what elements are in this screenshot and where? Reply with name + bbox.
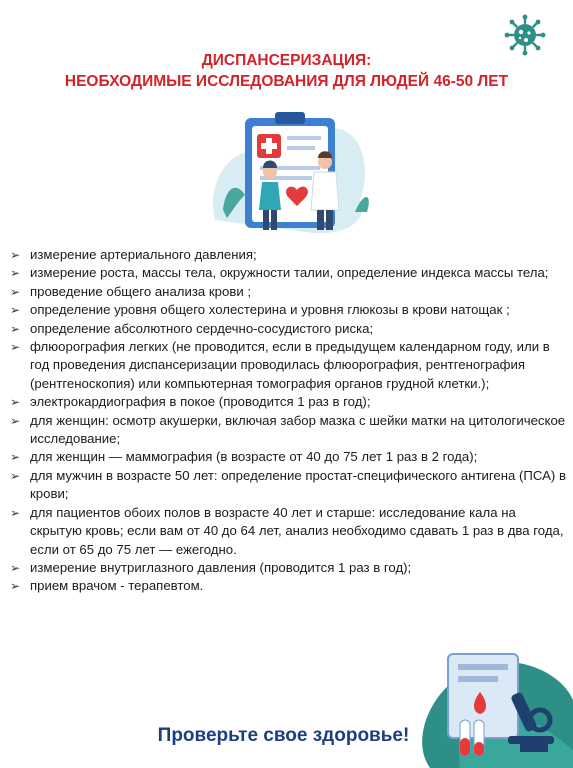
list-item-text: для женщин — маммография (в возрасте от 40 до 75 лет 1 раз в 2 года); <box>30 449 478 465</box>
arrow-bullet-icon: ➢ <box>10 395 21 410</box>
arrow-bullet-icon: ➢ <box>10 303 21 318</box>
list-item-text: прием врачом - терапевтом. <box>30 578 204 594</box>
list-item-text: определение абсолютного сердечно-сосудистого риска; <box>30 320 374 336</box>
list-item-text: для женщин: осмотр акушерки, включая забор мазка с шейки матки на цитологическое исследование; <box>30 412 566 447</box>
list-item-text: для пациентов обоих полов в возрасте 40 лет и старше: исследование кала на скрытую кровь; если вам от 40 до 64 лет, анализ необходимо сдавать 1 раз в два года, если от 65 до 75 лет — ежегодно. <box>30 504 564 557</box>
title-line-2: НЕОБХОДИМЫЕ ИССЛЕДОВАНИЯ ДЛЯ ЛЮДЕЙ 46-50 ЛЕТ <box>64 73 509 90</box>
arrow-bullet-icon: ➢ <box>10 340 21 355</box>
examinations-list <box>8 246 568 596</box>
arrow-bullet-icon: ➢ <box>10 579 21 594</box>
list-item-text: измерение внутриглазного давления (проводится 1 раз в год); <box>30 559 412 575</box>
footer-slogan-text: Проверьте свое здоровье! <box>157 725 410 746</box>
arrow-bullet-icon: ➢ <box>10 284 21 299</box>
list-item <box>8 504 568 559</box>
footer-slogan <box>0 724 573 748</box>
list-item-text: флюорография легких (не проводится, если в предыдущем календарном году, или в год проведения диспансеризации проводилась флюорография, рентгенография (рентгеноскопия) или компьютерная томография органов грудной клетки.); <box>30 339 550 391</box>
arrow-bullet-icon: ➢ <box>10 413 21 428</box>
list-item <box>8 412 568 449</box>
list-item <box>8 283 568 301</box>
arrow-bullet-icon: ➢ <box>10 321 21 336</box>
list-item-text: электрокардиография в покое (проводится 1 раз в год); <box>30 394 371 410</box>
list-item <box>8 448 568 466</box>
list-item <box>8 467 568 504</box>
title-line-1: ДИСПАНСЕРИЗАЦИЯ: <box>201 52 372 69</box>
arrow-bullet-icon: ➢ <box>10 468 21 483</box>
list-item <box>8 577 568 595</box>
list-item <box>8 264 568 282</box>
list-item-text: определение уровня общего холестерина и уровня глюкозы в крови натощак ; <box>30 302 510 318</box>
arrow-bullet-icon: ➢ <box>10 266 21 281</box>
list-item <box>8 320 568 338</box>
list-item <box>8 301 568 319</box>
lab-microscope-illustration <box>400 640 573 768</box>
arrow-bullet-icon: ➢ <box>10 560 21 575</box>
list-item <box>8 559 568 577</box>
page-title <box>0 50 573 92</box>
list-item <box>8 393 568 411</box>
list-item-text: измерение артериального давления; <box>30 247 257 262</box>
list-item <box>8 338 568 393</box>
arrow-bullet-icon: ➢ <box>10 505 21 520</box>
list-item-text: измерение роста, массы тела, окружности талии, определение индекса массы тела; <box>30 265 549 281</box>
list-item-text: для мужчин в возрасте 50 лет: определение простат-специфического антигена (ПСА) в крови; <box>30 467 566 502</box>
list-item-text: проведение общего анализа крови ; <box>30 283 252 299</box>
list-item <box>8 246 568 264</box>
arrow-bullet-icon: ➢ <box>10 248 21 262</box>
doctor-patient-clipboard-illustration <box>205 100 375 238</box>
arrow-bullet-icon: ➢ <box>10 450 21 465</box>
